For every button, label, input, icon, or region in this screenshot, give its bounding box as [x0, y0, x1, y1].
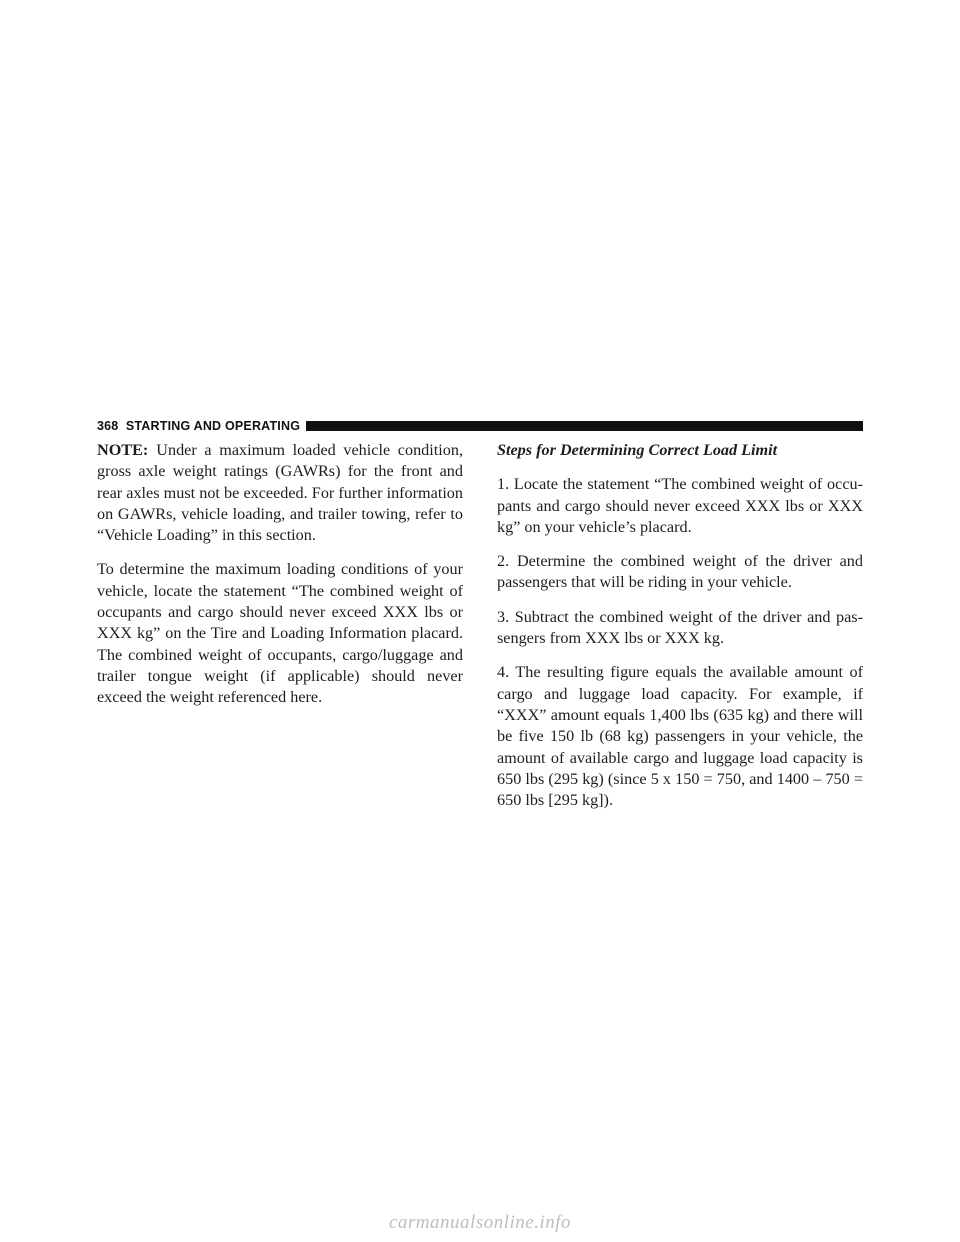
note-text: Under a maximum loaded vehicle condition, gross axle weight ratings (GAWRs) for the front and rear axles must not be exceeded. For further information on GAWRs, vehicle loading, and trailer towing, refer to “Vehicle Loading” in this section.: [97, 441, 463, 545]
section-heading: Steps for Determining Correct Load Limit: [497, 441, 778, 459]
header-rule: [306, 421, 863, 431]
note-paragraph: [97, 440, 463, 546]
step-1: 1. Locate the statement “The combined weight of occu-pants and cargo should never exceed XXX lbs or XXX kg” on your vehicle’s placard.: [497, 475, 863, 536]
section-title: STARTING AND OPERATING: [125, 419, 301, 433]
step-3: 3. Subtract the combined weight of the driver and pas-sengers from XXX lbs or XXX kg.: [497, 607, 863, 648]
right-column: [497, 440, 863, 811]
step-2: 2. Determine the combined weight of the driver and passengers that will be riding in your vehicle.: [497, 552, 863, 592]
loading-paragraph: To determine the maximum loading conditions of your vehicle, locate the statement “The combined weight of occupants and cargo should never exceed XXX lbs or XXX kg” on the Tire and Loading Information placard. The combined weight of occupants, cargo/luggage and trailer tongue weight (if applicable) should never exceed the weight referenced here.: [97, 560, 463, 707]
page-header: [97, 418, 863, 434]
left-column: [97, 440, 463, 709]
watermark-logo[interactable]: [0, 1204, 960, 1242]
header-label: [97, 419, 306, 433]
page-number: 368: [97, 419, 119, 433]
watermark-text: carmanualsonline.info: [388, 1212, 572, 1233]
note-label: NOTE:: [97, 441, 149, 459]
step-4: 4. The resulting figure equals the available amount of cargo and luggage load capacity. For example, if “XXX” amount equals 1,400 lbs (635 kg) and there will be five 150 lb (68 kg) passengers in your vehicle, the amount of available cargo and luggage load capacity is 650 lbs (295 kg) (since 5 x 150 = 750, and 1400 – 750 = 650 lbs [295 kg]).: [497, 663, 863, 810]
